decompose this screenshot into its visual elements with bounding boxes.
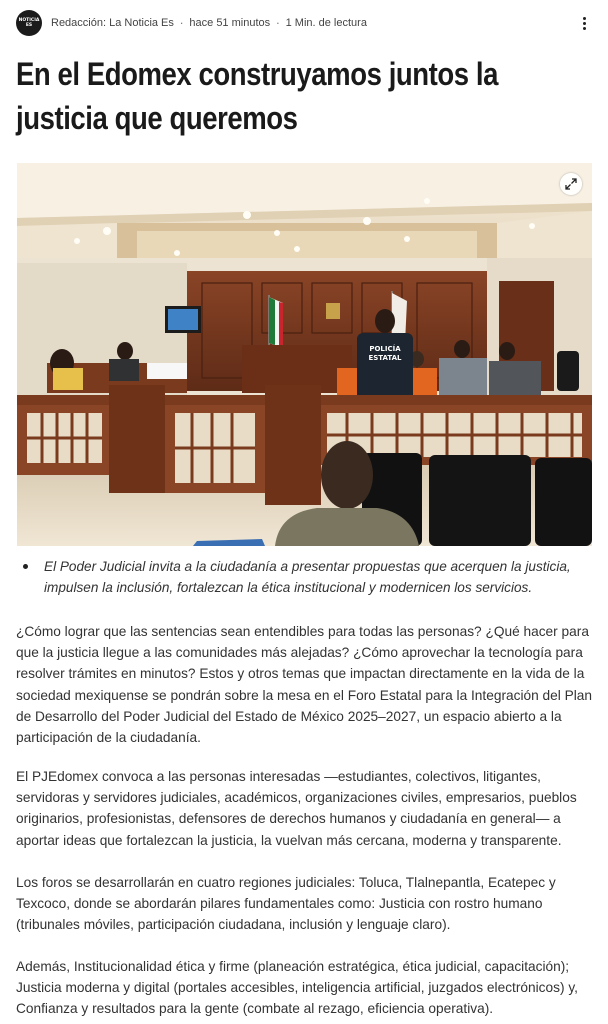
- police-sign-line2: ESTATAL: [368, 354, 402, 362]
- article-meta-bar: [16, 9, 592, 37]
- image-caption: [16, 556, 592, 598]
- caption-text: El Poder Judicial invita a la ciudadanía a presentar propuestas que acerquen la justicia, impulsen la inclusión, fortalezcan la ética institucional y modernicen los servicios.: [44, 559, 571, 595]
- avatar-logo: [19, 18, 40, 28]
- avatar-logo-line2: ES: [25, 23, 33, 28]
- read-time: 1 Min. de lectura: [285, 17, 367, 29]
- paragraph-2: El PJEdomex convoca a las personas interesadas —estudiantes, colectivos, litigantes, servidoras y servidores judiciales, académicos, organizaciones civiles, empresarios, pueblos originarios, profesionistas, defensores de derechos humanos y ciudadanía en general— a aportar ideas que fortalezcan la justicia, la vuelvan más cercana, moderna y transparente.: [16, 769, 577, 848]
- hero-image: [17, 163, 592, 546]
- bullet-icon: [23, 564, 28, 569]
- paragraph-1: ¿Cómo lograr que las sentencias sean entendibles para todas las personas? ¿Qué hacer para que la justicia llegue a las comunidades más alejadas? ¿Cómo aprovechar la tecnología para resolver trámites en minutos? Estos y otros temas que impactan directamente en la vida de la sociedad mexiquense se pondrán sobre la mesa en el Foro Estatal para la Integración del Plan de Desarrollo del Poder Judicial del Estado de México 2025–2027, un espacio abierto a la participación de la ciudadanía.: [16, 624, 592, 746]
- paragraph-3: Los foros se desarrollarán en cuatro regiones judiciales: Toluca, Tlalnepantla, Ecatepec y Texcoco, donde se abordarán pilares fundamentales como: Justicia con rostro humano (tribunales móviles, participación ciudadana, inclusión y lenguaje claro).: [16, 875, 556, 933]
- paragraph-4: Además, Institucionalidad ética y firme (planeación estratégica, ética judicial, capacitación); Justicia moderna y digital (portales accesibles, inteligencia artificial, juzgados electrónicos) y, Confianza y resultados para la gente (combate al rezago, eficiencia operativa).: [16, 959, 578, 1017]
- expand-arrows-icon: [565, 178, 577, 190]
- courtroom-photo: [17, 163, 592, 546]
- avatar-logo-line1: NOTICIA: [18, 18, 40, 23]
- author-name[interactable]: Redacción: La Noticia Es: [51, 17, 174, 29]
- author-avatar[interactable]: [16, 10, 42, 36]
- kebab-menu-icon[interactable]: [576, 13, 592, 33]
- meta-separator: ·: [179, 16, 184, 30]
- publish-time: hace 51 minutos: [189, 17, 271, 29]
- image-caption-list: [16, 556, 592, 598]
- article-title: En el Edomex construyamos juntos la justicia que queremos: [16, 56, 498, 136]
- meta-separator: ·: [276, 16, 280, 30]
- expand-icon[interactable]: [560, 173, 582, 195]
- police-sign-line1: POLICÍA: [369, 345, 401, 353]
